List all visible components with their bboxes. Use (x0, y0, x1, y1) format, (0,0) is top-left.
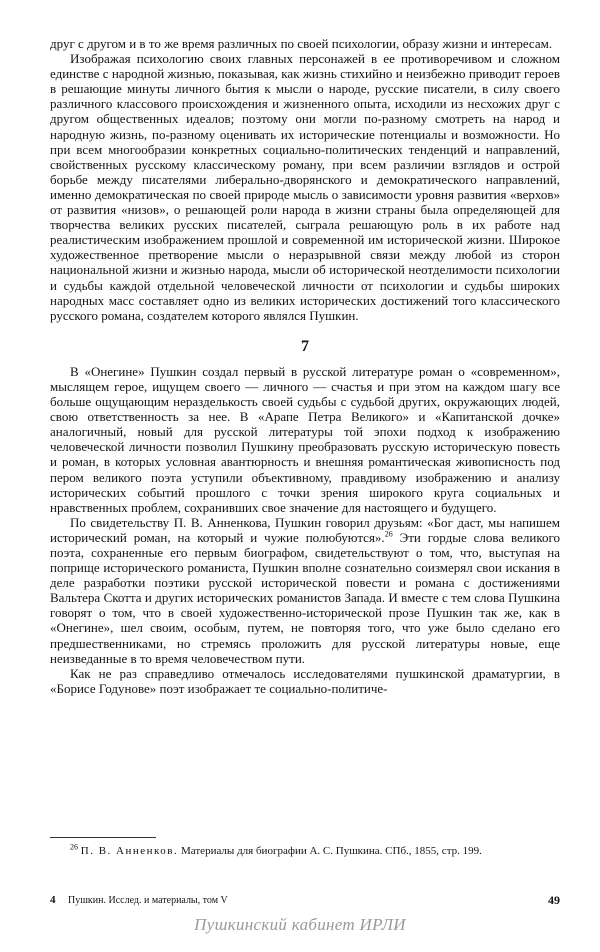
page-footer (50, 894, 560, 907)
paragraph-text: Эти гордые слова великого поэта, сохраненные его первым биографом, свидетельствуют о том, что, выступая на поприще исторического романиста, Пушкин вполне сознательно соизмерял свои искания в деле разработки поэтики русской исторической повести и романа с достижениями Вальтера Скотта и других исторических романистов Запада. И вместе с тем слова Пушкина говорят о том, что в своей художественно-исторической прозе Пушкин так же, как в «Онегине», шел своим, особым, путем, не повторяя того, что уже было сделано его предшественниками, но стремясь проложить для русской литературы новые, еще неизведанные в то время человечеством пути. (50, 529, 560, 666)
section-number: 7 (301, 337, 309, 355)
footnote-author: П. В. Анненков. (80, 845, 179, 857)
paragraph: В «Онегине» Пушкин создал первый в русской литературе роман о «современном», мыслящем герое, ищущем своего — личного — счастья и при этом на каждом шагу все больше ощущающим неразделькость своей судьбы с судьбой других, окружающих людей, свою ответственность за нее. В «Арапе Петра Великого» и «Капитанской дочке» аналогичный, новый для русской литературы той эпохи подход к изображению человеческой личности позволил Пушкину преобразовать русскую историческую повесть и роман, в которых условная авантюрность и внешняя романтическая живописность под пером великого поэта уступили объективному, правдивому изображению и анализу исторических событий прошлого с точки зрения широкого круга социальных и нравственных проблем, сохранивших свое значение для настоящего и будущего. (50, 363, 560, 515)
paragraph-text: По свидетельству П. В. Анненкова, Пушкин говорил друзьям: «Бог даст, мы напишем исторический роман, на который и чужие полюбуются». (50, 514, 560, 545)
paragraph: Как не раз справедливо отмечалось исследователями пушкинской драматургии, в «Борисе Годунове» поэт изображает те социально-политиче- (50, 665, 560, 696)
footnote (50, 842, 560, 858)
watermark: Пушкинский кабинет ИРЛИ (194, 915, 406, 934)
footnote-text: Материалы для биографии А. С. Пушкина. СПб., 1855, стр. 199. (178, 845, 482, 857)
signature-number: 4 (50, 894, 56, 906)
signature-text: Пушкин. Исслед. и материалы, том V (68, 895, 228, 906)
footnote-number: 26 (70, 842, 78, 852)
footnote-reference[interactable]: 26 (384, 529, 393, 539)
main-text (50, 36, 560, 696)
footnote-divider (50, 837, 156, 838)
page-number: 49 (548, 893, 560, 907)
paragraph: Изображая психологию своих главных персонажей в ее противоречивом и сложном единстве с народной жизнью, показывая, как жизнь стихийно и неизбежно приводит героев в решающие минуты личного бытия к мысли о народе, русские писатели, в силу своего различного классового происхождения и жизненного опыта, исходили из несхожих друг с другом общественных идеалов; поэтому они могли по-разному смотреть на народ и народную жизнь, по-разному оценивать их исторические потенциалы и возможности. Но при всем многообразии конкретных социально-политических тенденций и направлений, свойственных русскому классическому роману, при всем различии взглядов и острой борьбе между писателями либерально-дворянского и демократического направлений, именно демократическая по своей природе мысль о зависимости уровня развития «верхов» от развития «низов», о решающей роли народа в жизни страны была определяющей для творчества великих русских писателей, сыграла решающую роль в их работе над реалистическим изображением прошлой и современной им исторической жизни. Широкое художественное претворение мысли о неразрывной связи между любой из сторон национальной жизни и жизнью народа, мысли об исторической неотделимости психологии и судьбы каждой отдельной человеческой личности от психологии и судьбы широких народных масс составляет одно из великих исторических достижений того классического русского романа, создателем которого являлся Пушкин. (50, 51, 560, 323)
paragraph-continued: друг с другом и в то же время различных по своей психологии, образу жизни и интересам. (50, 36, 553, 51)
paragraph-with-note (50, 515, 560, 666)
